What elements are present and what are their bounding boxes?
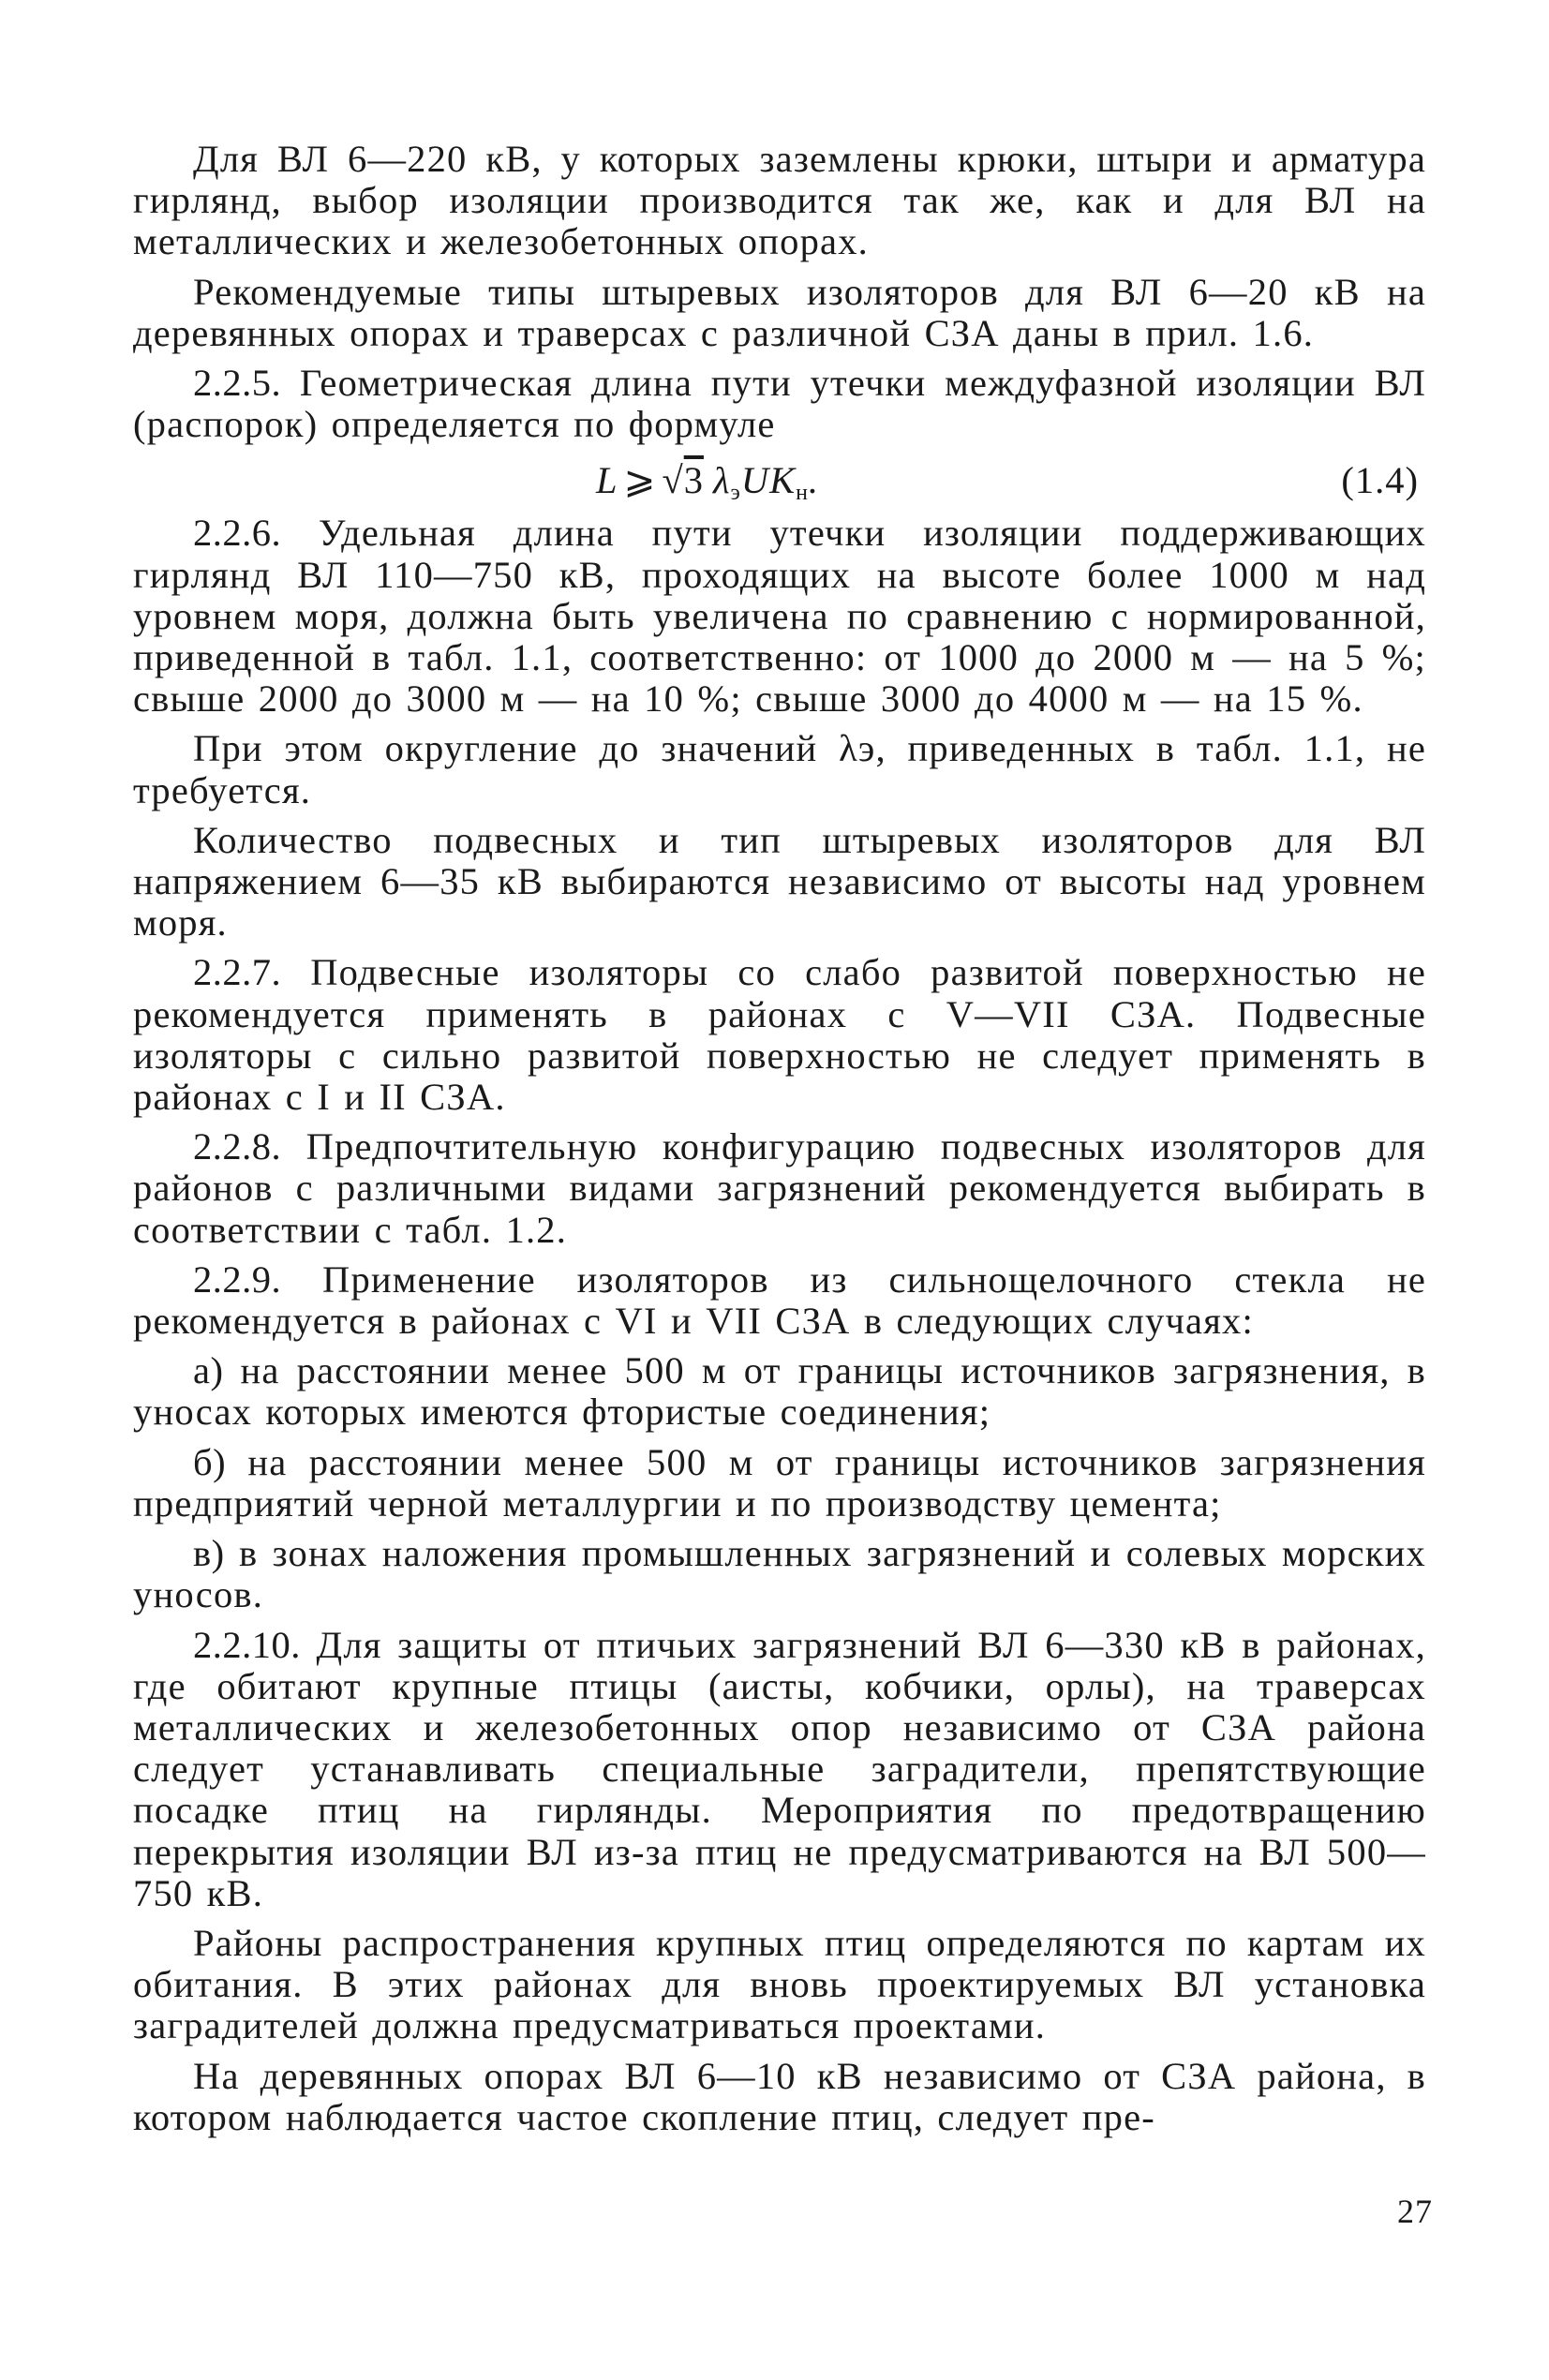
equation-number: (1.4) bbox=[1341, 459, 1419, 502]
section-number: 2.2.10. bbox=[193, 1623, 301, 1666]
paragraph-text: Применение изоляторов из сильнощелочного стекла не рекомендуется в районах с VI и VII СЗА в следующих случаях: bbox=[133, 1257, 1426, 1343]
paragraph-text: Удельная длина пути утечки изоляции поддерживающих гирлянд ВЛ 110—750 кВ, проходящих на высоте более 1000 м над уровнем моря, должна быть увеличена по сравнению с нормированной, приведенной в табл. 1.1, соответственно: от 1000 до 2000 м — на 5 %; свыше 2000 до 3000 м — на 10 %; свыше 3000 до 4000 м — на 15 %. bbox=[133, 512, 1426, 721]
section-2-2-6 bbox=[133, 513, 1426, 720]
formula-radicand: 3 bbox=[683, 459, 704, 502]
square-root-sign: √ bbox=[662, 459, 684, 502]
list-marker: а) bbox=[193, 1349, 224, 1392]
leakage-length-formula bbox=[596, 451, 819, 523]
paragraph-wooden-poles bbox=[133, 2056, 1426, 2138]
formula-lhs: L bbox=[596, 459, 618, 502]
paragraph-pin-insulator-types bbox=[133, 272, 1426, 354]
section-2-2-8 bbox=[133, 1126, 1426, 1251]
formula-voltage: U bbox=[740, 459, 770, 502]
paragraph-text: Подвесные изоляторы со слабо развитой поверхностью не рекомендуется применять в районах с V—VII СЗА. Подвесные изоляторы с сильно развитой поверхностью не следует применять в районах с I и II СЗА. bbox=[133, 951, 1427, 1119]
paragraph-insulator-count bbox=[133, 820, 1426, 945]
paragraph-rounding-note bbox=[133, 728, 1426, 811]
paragraph-text: Предпочтительную конфигурацию подвесных изоляторов для районов с различными видами загрязнений рекомендуется выбирать в соответствии с табл. 1.2. bbox=[133, 1125, 1427, 1251]
paragraph-bird-areas bbox=[133, 1923, 1426, 2047]
section-2-2-5 bbox=[133, 363, 1426, 445]
paragraph-text: На деревянных опорах ВЛ 6—10 кВ независимо от СЗА района, в котором наблюдается частое скопление птиц, следует пре- bbox=[133, 2054, 1426, 2138]
paragraph-text: При этом округление до значений λэ, приведенных в табл. 1.1, не требуется. bbox=[133, 727, 1426, 811]
paragraph-text: на расстоянии менее 500 м от границы источников загрязнения предприятий черной металлургии и по производству цемента; bbox=[133, 1440, 1427, 1525]
section-number: 2.2.9. bbox=[193, 1257, 282, 1301]
list-item-a bbox=[133, 1350, 1426, 1433]
paragraph-text: на расстоянии менее 500 м от границы источников загрязнения, в уносах которых имеются фтористые соединения; bbox=[133, 1349, 1426, 1434]
paragraph-text: Количество подвесных и тип штыревых изоляторов для ВЛ напряжением 6—35 кВ выбираются независимо от высоты над уровнем моря. bbox=[133, 818, 1426, 945]
formula-lambda: λ bbox=[712, 459, 731, 502]
paragraph-text: Геометрическая длина пути утечки междуфазной изоляции ВЛ (распорок) определяется по формуле bbox=[133, 362, 1426, 446]
paragraph-text: Для защиты от птичьих загрязнений ВЛ 6—330 кВ в районах, где обитают крупные птицы (аисты, кобчики, орлы), на траверсах металлических и железобетонных опор независимо от СЗА района следует устанавливать специальные заградители, препятствующие посадке птиц на гирлянды. Мероприятия по предотвращению перекрытия изоляции ВЛ из-за птиц не предусматриваются на ВЛ 500—750 кВ. bbox=[133, 1623, 1426, 1914]
list-marker: в) bbox=[193, 1532, 225, 1575]
section-2-2-9 bbox=[133, 1259, 1426, 1342]
section-number: 2.2.7. bbox=[193, 951, 282, 994]
paragraph-text: Для ВЛ 6—220 кВ, у которых заземлены крюки, штыри и арматура гирлянд, выбор изоляции производится так же, как и для ВЛ на металлических и железобетонных опорах. bbox=[133, 138, 1426, 263]
section-number: 2.2.8. bbox=[193, 1125, 282, 1168]
formula-lambda-subscript: э bbox=[730, 481, 741, 506]
formula-terminator: . bbox=[808, 459, 820, 502]
formula-coefficient-subscript: н bbox=[796, 481, 809, 506]
formula-row bbox=[133, 451, 1426, 511]
paragraph-text: в зонах наложения промышленных загрязнений и солевых морских уносов. bbox=[133, 1532, 1426, 1616]
list-item-b bbox=[133, 1442, 1426, 1525]
section-2-2-7 bbox=[133, 952, 1426, 1118]
section-number: 2.2.6. bbox=[193, 512, 282, 555]
section-number: 2.2.5. bbox=[193, 362, 282, 405]
document-page bbox=[133, 139, 1426, 2138]
formula-relation: ⩾ bbox=[623, 459, 657, 502]
page-number: 27 bbox=[1397, 2193, 1433, 2230]
section-2-2-10 bbox=[133, 1625, 1426, 1914]
list-item-v bbox=[133, 1533, 1426, 1615]
formula-coefficient: K bbox=[769, 459, 797, 502]
list-marker: б) bbox=[193, 1440, 227, 1483]
paragraph-text: Рекомендуемые типы штыревых изоляторов для ВЛ 6—20 кВ на деревянных опорах и траверсах с различной СЗА даны в прил. 1.6. bbox=[133, 270, 1426, 354]
paragraph-intro-grounded-hooks bbox=[133, 139, 1426, 263]
paragraph-text: Районы распространения крупных птиц определяются по картам их обитания. В этих районах для вновь проектируемых ВЛ установка заградителей должна предусматриваться проектами. bbox=[133, 1921, 1426, 2047]
